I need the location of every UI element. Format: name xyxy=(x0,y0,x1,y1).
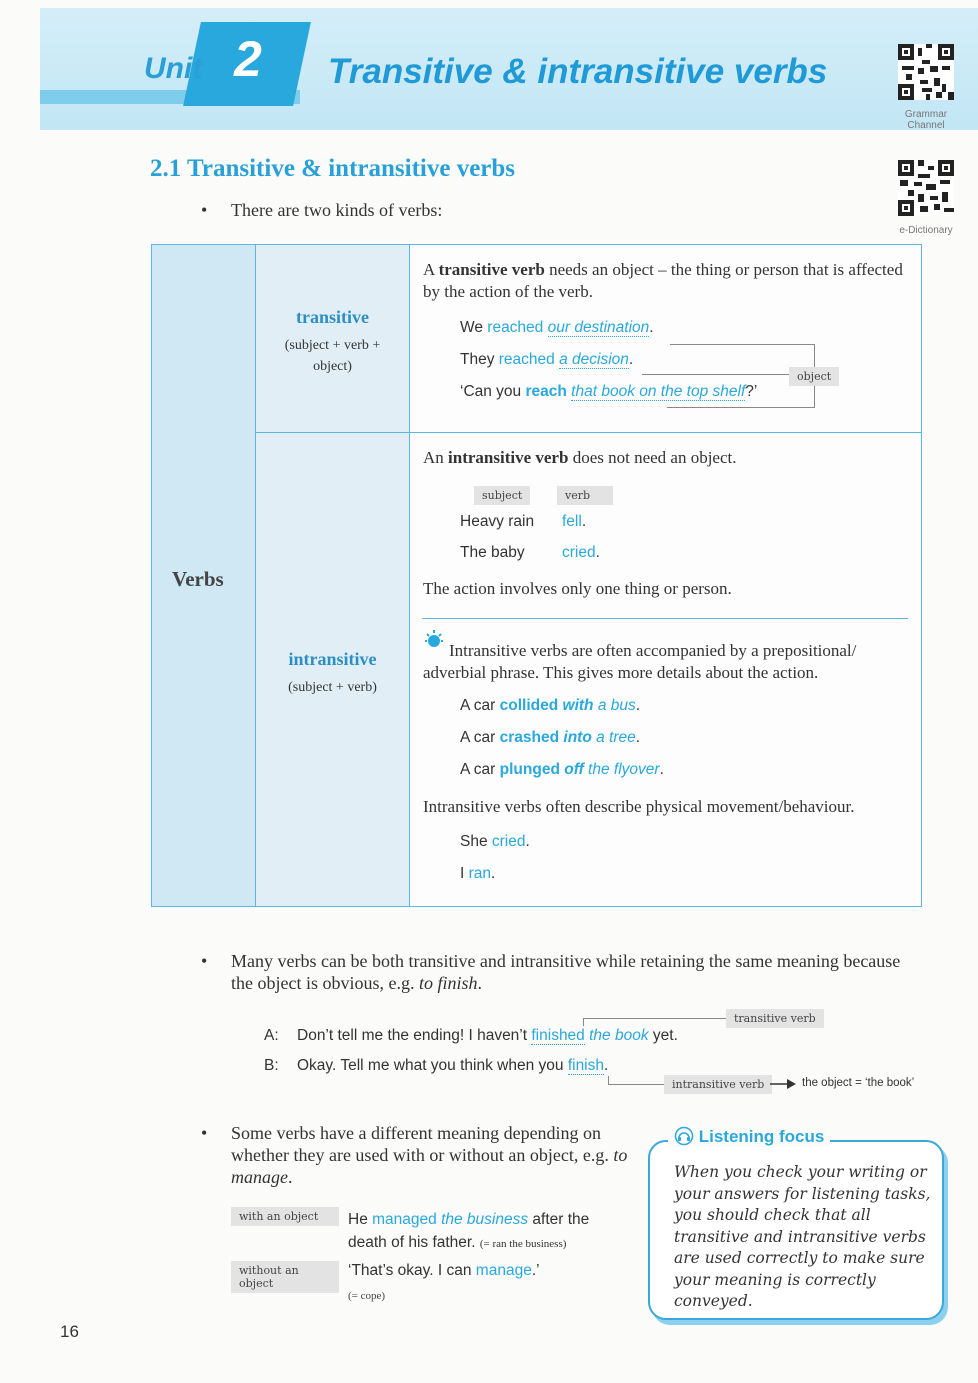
qr-label-dictionary: e-Dictionary xyxy=(899,225,953,236)
dialogue-verb: finish xyxy=(567,1057,604,1074)
movement-note: Intransitive verbs often describe physical movement/behaviour. xyxy=(423,797,855,816)
bullet-both-end: . xyxy=(477,973,482,993)
dialogue-text: Okay. Tell me what you think when you xyxy=(297,1057,568,1074)
qr-label-line: Channel xyxy=(907,120,945,131)
example-preposition: off xyxy=(559,761,584,778)
bullet-intro-text: There are two kinds of verbs: xyxy=(231,200,443,220)
with-object-example xyxy=(348,1208,618,1256)
def-text: An xyxy=(423,448,449,467)
transitive-example xyxy=(460,351,633,369)
connector-line xyxy=(583,1018,726,1019)
phrase-example xyxy=(460,761,664,779)
speaker-label: B: xyxy=(264,1057,279,1074)
dialogue-verb: finished xyxy=(531,1027,585,1044)
verbs-table xyxy=(151,244,922,907)
tip-divider xyxy=(422,618,908,619)
example-object: that book on the top shelf xyxy=(571,383,746,400)
example-verb: plunged xyxy=(499,761,560,778)
arrow-right-icon xyxy=(770,1078,796,1090)
intransitive-label: intransitive xyxy=(288,649,377,669)
example-text: I xyxy=(460,865,469,882)
example-verb: reach xyxy=(525,383,567,400)
listening-focus-title xyxy=(668,1126,830,1147)
example-verb: reached xyxy=(498,351,555,368)
gloss: (= ran the business) xyxy=(479,1238,567,1250)
example-text: .’ xyxy=(531,1262,540,1279)
connector-line xyxy=(608,1084,664,1085)
example-text: . xyxy=(635,697,641,714)
transitive-example xyxy=(460,319,654,337)
intransitive-example xyxy=(460,513,586,531)
transitive-verb-tag: transitive verb xyxy=(726,1009,824,1028)
example-subject: Heavy rain xyxy=(460,513,535,530)
subject-tag: subject xyxy=(474,486,530,505)
example-preposition: into xyxy=(559,729,592,746)
example-text: He xyxy=(348,1211,373,1228)
intransitive-example xyxy=(460,544,600,562)
with-object-tag: with an object xyxy=(231,1207,339,1226)
dialogue-object: the book xyxy=(584,1027,649,1044)
example-object: a decision xyxy=(559,351,629,368)
headphones-icon xyxy=(674,1126,694,1146)
connector-line xyxy=(608,1076,609,1084)
e-dictionary-qr-icon[interactable] xyxy=(898,160,954,216)
unit-number: 2 xyxy=(234,31,262,87)
example-text: . xyxy=(659,761,664,778)
example-preposition: with xyxy=(558,697,594,714)
table-row-divider xyxy=(256,432,921,433)
example-phrase: a bus xyxy=(593,697,636,714)
example-text: A car xyxy=(460,761,500,778)
example-text: . xyxy=(649,319,654,336)
bullet-different-text: Some verbs have a different meaning depending on whether they are used with or without an object, e.g. xyxy=(231,1123,614,1165)
dialogue-line-a xyxy=(264,1027,678,1045)
listening-focus-title-text: Listening focus xyxy=(698,1127,825,1146)
transitive-pattern: (subject + verb + object) xyxy=(284,338,381,374)
unit-word: Unit xyxy=(144,52,203,85)
example-text: . xyxy=(635,729,641,746)
example-text: We xyxy=(460,319,488,336)
example-text: . xyxy=(525,833,530,850)
bullet-both xyxy=(201,950,921,994)
movement-example xyxy=(460,833,530,851)
example-text: She xyxy=(460,833,492,850)
bullet-different-end: . xyxy=(288,1167,293,1187)
example-verb: collided xyxy=(499,697,559,714)
example-word: to finish xyxy=(418,973,478,993)
bullet-dot: • xyxy=(201,951,208,971)
example-text: A car xyxy=(460,729,500,746)
example-subject: The baby xyxy=(460,544,525,561)
phrase-example xyxy=(460,729,640,747)
page-number: 16 xyxy=(60,1322,79,1341)
bullet-dot: • xyxy=(201,200,208,220)
object-tag: object xyxy=(789,367,839,386)
qr-label-line: Grammar xyxy=(904,109,948,120)
example-verb: crashed xyxy=(499,729,560,746)
phrase-example xyxy=(460,697,640,715)
transitive-label: transitive xyxy=(296,307,369,327)
dialogue-text: . xyxy=(604,1057,609,1074)
without-object-tag: without an object xyxy=(231,1261,339,1293)
example-text: after the death of his father. xyxy=(348,1211,590,1251)
bullet-dot: • xyxy=(201,1123,208,1143)
object-connector-line xyxy=(667,407,815,408)
section-title: 2.1 Transitive & intransitive verbs xyxy=(150,155,516,182)
without-object-example xyxy=(348,1262,540,1280)
example-object: the business xyxy=(436,1211,529,1228)
qr-label-grammar xyxy=(890,109,962,131)
listening-focus-text: When you check your writing or your answers for listening tasks, you should check that all transitive and intransitive verbs are used correctly to make sure your meaning is correctly conveyed. xyxy=(674,1163,931,1310)
example-text: ?’ xyxy=(745,383,758,400)
connector-line xyxy=(583,1018,584,1026)
verb-tag: verb xyxy=(557,486,613,505)
speaker-label: A: xyxy=(264,1027,279,1044)
object-note: the object = ‘the book’ xyxy=(802,1077,915,1089)
dialogue-line-b xyxy=(264,1057,608,1075)
example-text: They xyxy=(460,351,499,368)
example-text: . xyxy=(581,513,587,530)
def-text: does not need an object. xyxy=(568,448,737,467)
example-text xyxy=(543,319,547,336)
example-object: our destination xyxy=(547,319,650,336)
def-text: A xyxy=(423,260,439,279)
dialogue-text: yet. xyxy=(648,1027,678,1044)
intransitive-definition xyxy=(423,447,913,469)
example-text: ‘That’s okay. I can xyxy=(348,1262,476,1279)
bullet-both-text: Many verbs can be both transitive and intransitive while retaining the same meaning because the object is obvious, e.g. xyxy=(231,951,901,993)
gloss: (= cope) xyxy=(348,1290,386,1302)
def-term: transitive verb xyxy=(438,260,545,279)
example-verb: fell xyxy=(562,513,582,530)
example-word: to manage xyxy=(231,1145,628,1187)
example-text: . xyxy=(595,544,600,561)
transitive-example xyxy=(460,383,757,401)
example-text: ‘Can you xyxy=(460,383,526,400)
def-term: intransitive verb xyxy=(448,448,569,467)
grammar-channel-qr-icon[interactable] xyxy=(898,44,954,100)
example-verb: manage xyxy=(475,1262,532,1279)
unit-title: Transitive & intransitive verbs xyxy=(328,52,828,91)
example-verb: managed xyxy=(372,1211,437,1228)
example-verb: ran xyxy=(468,865,492,882)
example-verb: cried xyxy=(491,833,526,850)
dialogue-text: Don’t tell me the ending! I haven’t xyxy=(297,1027,532,1044)
example-phrase: a tree xyxy=(591,729,636,746)
bullet-different xyxy=(201,1122,631,1188)
example-text: . xyxy=(491,865,496,882)
intransitive-pattern: (subject + verb) xyxy=(288,680,377,695)
object-connector-line xyxy=(670,344,815,345)
example-text: A car xyxy=(460,697,500,714)
movement-example xyxy=(460,865,495,883)
example-verb: cried xyxy=(562,544,596,561)
intransitive-tip: Intransitive verbs are often accompanied by a prepositional/ adverbial phrase. This gives more details about the action. xyxy=(423,641,857,682)
intransitive-involves: The action involves only one thing or person. xyxy=(423,579,732,598)
example-phrase: the flyover xyxy=(583,761,660,778)
bullet-intro xyxy=(201,199,443,221)
example-text: . xyxy=(628,351,634,368)
row-header-verbs: Verbs xyxy=(172,567,224,591)
intransitive-verb-tag: intransitive verb xyxy=(664,1075,772,1094)
def-text: needs an object – the thing or person that is affected by the action of the verb. xyxy=(423,260,903,301)
example-verb: reached xyxy=(487,319,544,336)
transitive-definition xyxy=(423,259,913,303)
